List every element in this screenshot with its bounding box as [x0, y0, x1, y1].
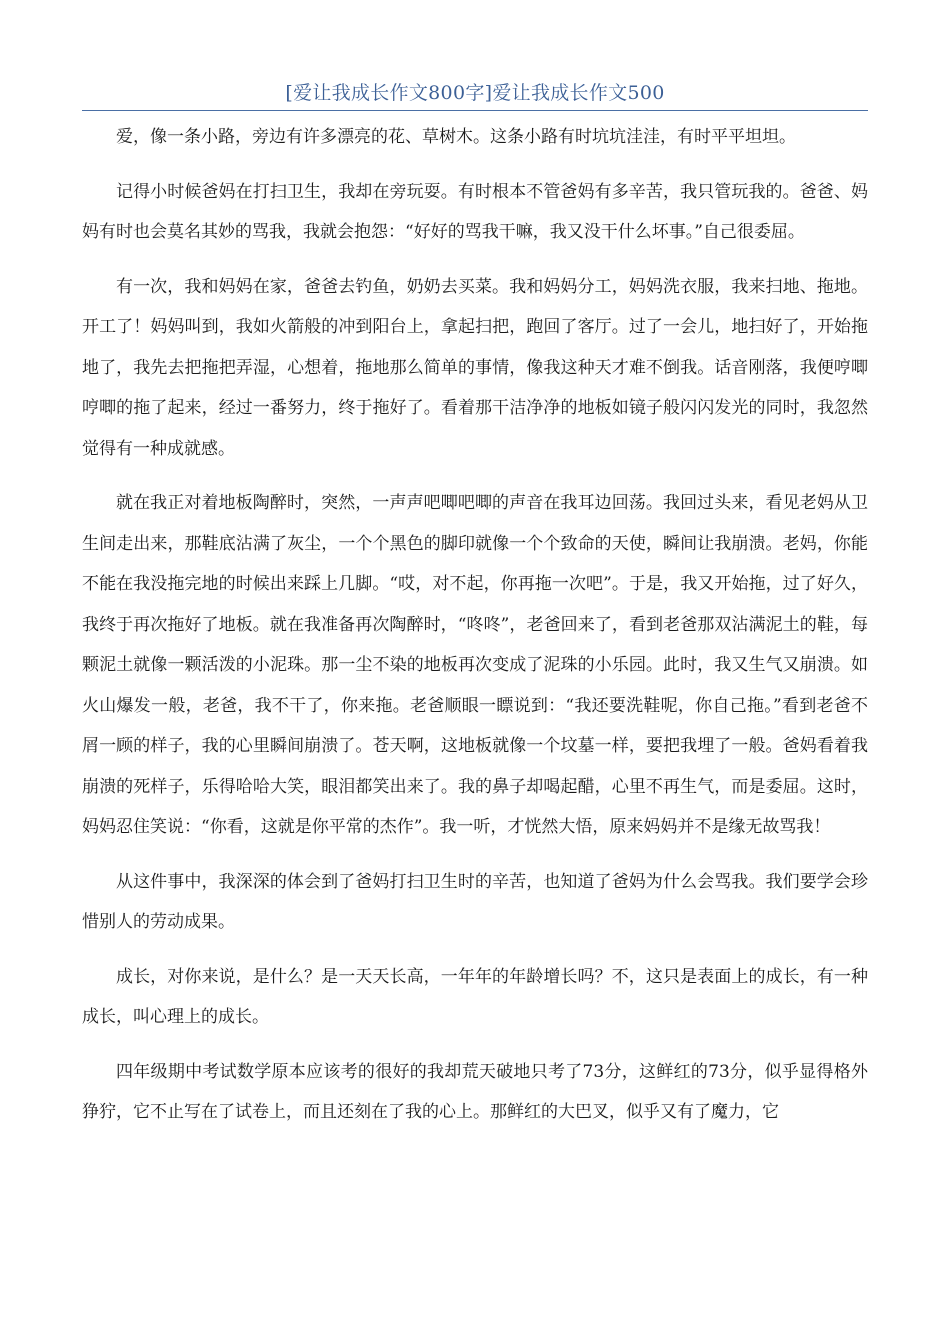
paragraph: 记得小时候爸妈在打扫卫生，我却在旁玩耍。有时根本不管爸妈有多辛苦，我只管玩我的。爸爸、妈妈有时也会莫名其妙的骂我，我就会抱怨：“好好的骂我干嘛，我又没干什么坏事。”自己很委屈。: [82, 181, 868, 242]
paragraph: 从这件事中，我深深的体会到了爸妈打扫卫生时的辛苦，也知道了爸妈为什么会骂我。我们要学会珍惜别人的劳动成果。: [82, 871, 868, 932]
paragraph: 成长，对你来说，是什么？是一天天长高，一年年的年龄增长吗？不，这只是表面上的成长，有一种成长，叫心理上的成长。: [82, 966, 868, 1027]
document-title: [爱让我成长作文800字]爱让我成长作文500: [285, 82, 665, 104]
article-body: [82, 117, 868, 1147]
paragraph: 就在我正对着地板陶醉时，突然，一声声吧唧吧唧的声音在我耳边回荡。我回过头来，看见老妈从卫生间走出来，那鞋底沾满了灰尘，一个个黑色的脚印就像一个个致命的天使，瞬间让我崩溃。老妈，你能不能在我没拖完地的时候出来踩上几脚。“哎，对不起，你再拖一次吧”。于是，我又开始拖，过了好久，我终于再次拖好了地板。就在我准备再次陶醉时，“咚咚”，老爸回来了，看到老爸那双沾满泥土的鞋，每颗泥土就像一颗活泼的小泥珠。那一尘不染的地板再次变成了泥珠的小乐园。此时，我又生气又崩溃。如火山爆发一般，老爸，我不干了，你来拖。老爸顺眼一瞟说到：“我还要洗鞋呢，你自己拖。”看到老爸不屑一顾的样子，我的心里瞬间崩溃了。苍天啊，这地板就像一个坟墓一样，要把我埋了一般。爸妈看着我崩溃的死样子，乐得哈哈大笑，眼泪都笑出来了。我的鼻子却喝起醋，心里不再生气，而是委屈。这时，妈妈忍住笑说：“你看，这就是你平常的杰作”。我一听，才恍然大悟，原来妈妈并不是缘无故骂我！: [82, 493, 868, 837]
paragraph: 有一次，我和妈妈在家，爸爸去钓鱼，奶奶去买菜。我和妈妈分工，妈妈洗衣服，我来扫地、拖地。开工了！妈妈叫到，我如火箭般的冲到阳台上，拿起扫把，跑回了客厅。过了一会儿，地扫好了，开始拖地了，我先去把拖把弄湿，心想着，拖地那么简单的事情，像我这种天才难不倒我。话音刚落，我便哼唧哼唧的拖了起来，经过一番努力，终于拖好了。看着那干洁净净的地板如镜子般闪闪发光的同时，我忽然觉得有一种成就感。: [82, 276, 868, 459]
page-header: [82, 78, 868, 111]
paragraph: 爱，像一条小路，旁边有许多漂亮的花、草树木。这条小路有时坑坑洼洼，有时平平坦坦。: [116, 127, 796, 147]
paragraph: 四年级期中考试数学原本应该考的很好的我却荒天破地只考了73分，这鲜红的73分，似乎显得格外狰狞，它不止写在了试卷上，而且还刻在了我的心上。那鲜红的大巴叉，似乎又有了魔力，它: [82, 1061, 868, 1122]
